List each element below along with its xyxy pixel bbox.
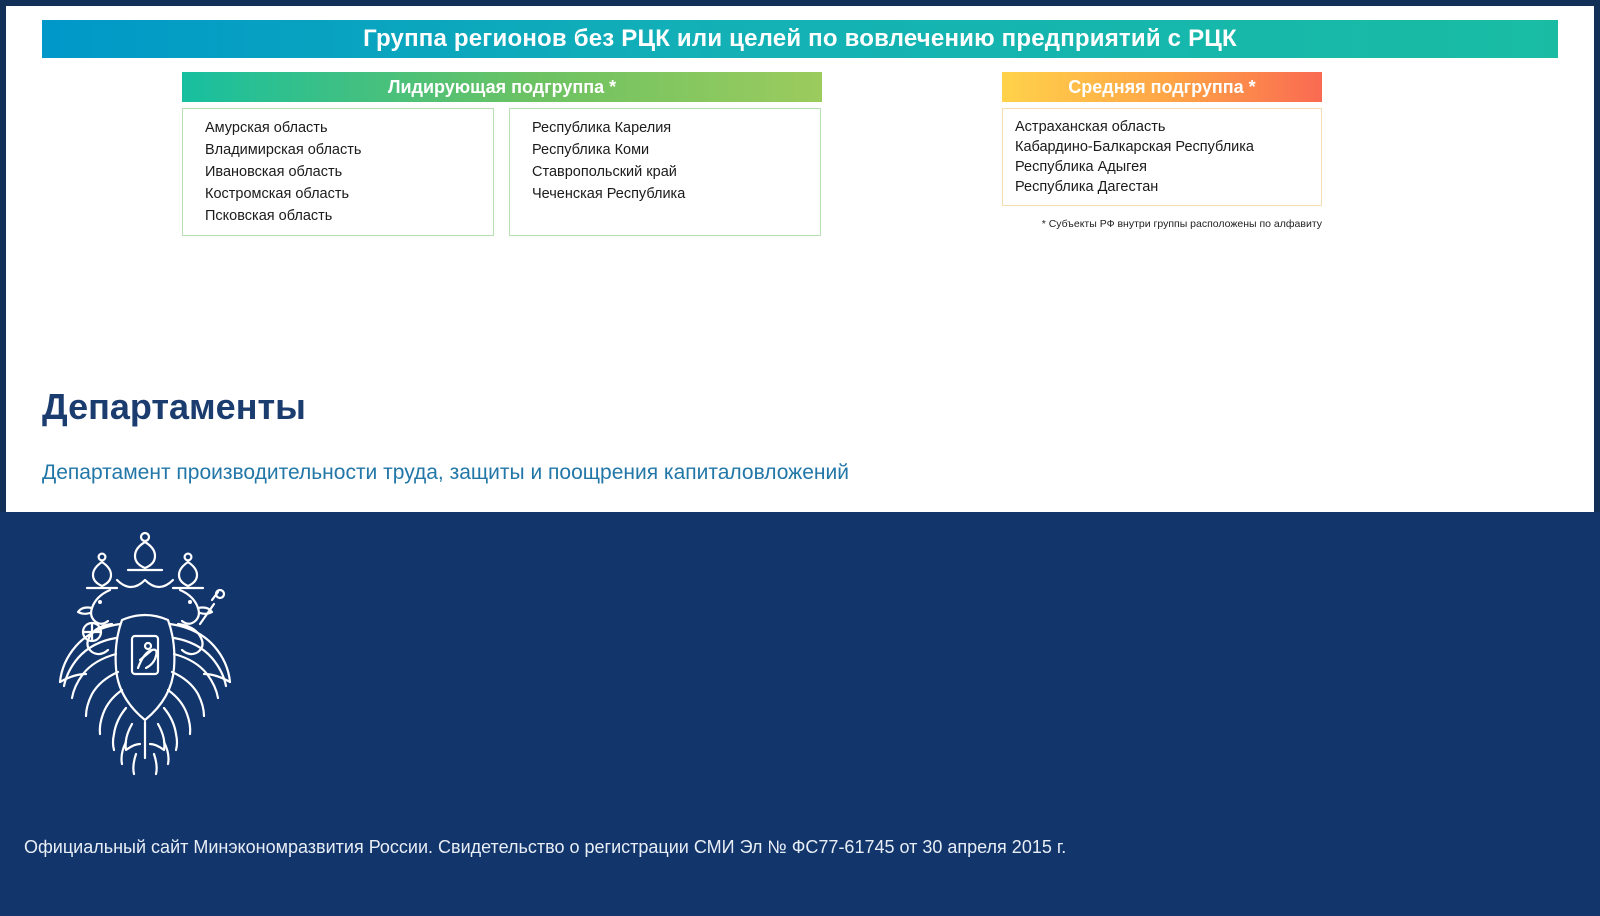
list-item: Чеченская Республика — [532, 186, 686, 202]
region-group-block — [42, 20, 1558, 230]
list-item: Кабардино-Балкарская Республика — [1015, 139, 1254, 155]
list-item: Республика Адыгея — [1015, 159, 1148, 175]
list-item: Псковская область — [205, 208, 333, 224]
site-footer — [0, 512, 1600, 916]
group-footnote: * Субъекты РФ внутри группы расположены по алфавиту — [1041, 218, 1322, 230]
list-item: Астраханская область — [1015, 119, 1166, 135]
list-item: Республика Дагестан — [1015, 179, 1159, 195]
coat-of-arms-russia-icon — [20, 528, 270, 798]
region-list — [182, 108, 494, 236]
subgroups-container — [42, 72, 1558, 230]
department-link[interactable]: Департамент производительности труда, защиты и поощрения капиталовложений — [42, 461, 849, 484]
list-item: Республика Карелия — [532, 120, 672, 136]
footer-legal-text: Официальный сайт Минэкономразвития России. Свидетельство о регистрации СМИ Эл № ФС77-61745 от 30 апреля 2015 г. — [24, 837, 1067, 857]
list-item: Ивановская область — [205, 164, 343, 180]
subgroup-middle-columns — [1002, 108, 1322, 206]
region-list — [1002, 108, 1322, 206]
list-item: Владимирская область — [205, 142, 362, 158]
list-item: Республика Коми — [532, 142, 650, 158]
subgroup-middle — [1002, 72, 1322, 206]
subgroup-leading — [182, 72, 822, 236]
region-group-title: Группа регионов без РЦК или целей по вовлечению предприятий с РЦК — [42, 20, 1558, 58]
list-item: Ставропольский край — [532, 164, 677, 180]
page-title: Департаменты — [42, 385, 306, 427]
subgroup-leading-columns — [182, 108, 822, 236]
subgroup-middle-header: Средняя подгруппа * — [1002, 72, 1322, 102]
list-item: Костромская область — [205, 186, 350, 202]
list-item: Амурская область — [205, 120, 328, 136]
region-list — [509, 108, 821, 236]
subgroup-leading-header: Лидирующая подгруппа * — [182, 72, 822, 102]
